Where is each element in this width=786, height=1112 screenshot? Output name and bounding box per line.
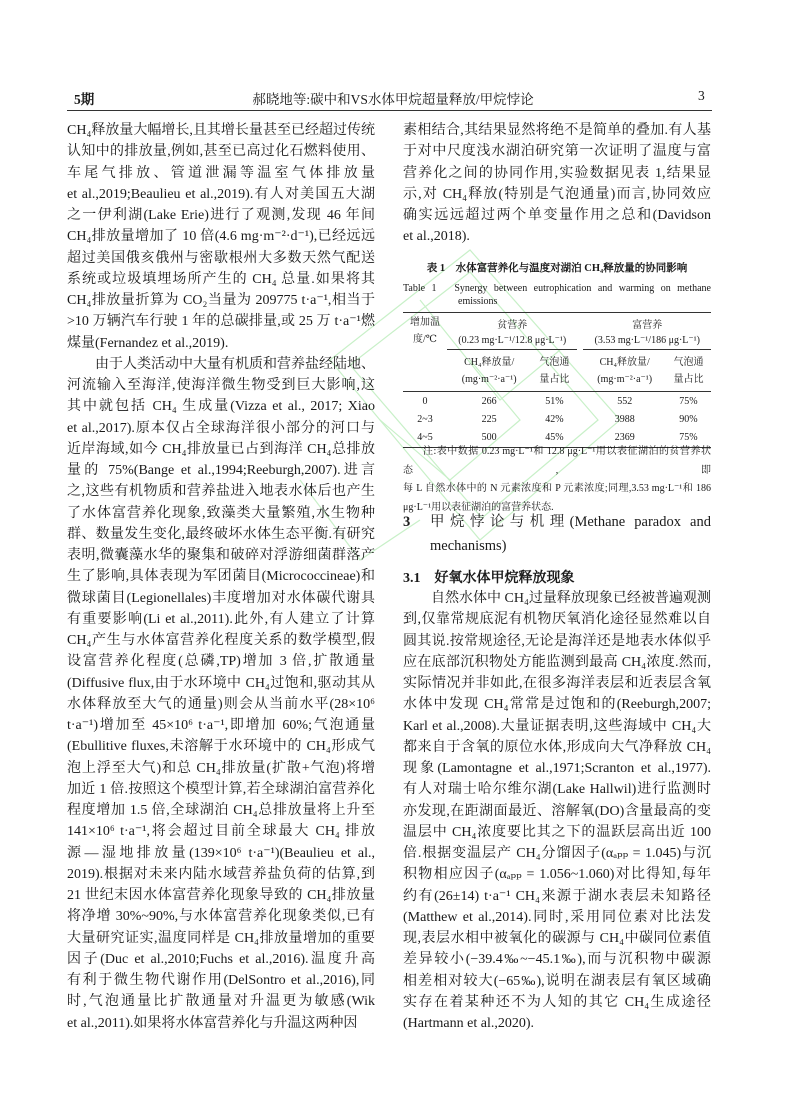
text-line: (Diffusive flux,由于水环境中 CH₄过饱和,驱动其从 <box>67 675 375 691</box>
table-caption-en-cont: emissions <box>458 296 498 307</box>
text-line: (Hartmann et al.,2020). <box>403 1016 535 1031</box>
cell-e2: 3988 <box>614 413 635 425</box>
table-row <box>403 392 711 411</box>
text-line: 因子(Duc et al.,2010;Fuchs et al.,2016).温度升高 <box>67 951 375 967</box>
text-line: 其中就包括 CH₄ 生成量(Vizza et al., 2017; Xiao <box>67 399 375 415</box>
synergy-table <box>403 312 711 448</box>
issue-number: 5期 <box>74 92 95 107</box>
text-line: CH₄释放量大幅增长,且其增长量甚至已经超过传统 <box>67 123 375 138</box>
text-line: 141×10⁶ t·a⁻¹,将会超过目前全球最大 CH₄ 排放 <box>67 824 375 840</box>
text-line: 车尾气排放、管道泄漏等温室气体排放量 <box>67 165 375 181</box>
table-note <box>403 443 711 517</box>
text-line: 量的 75%(Bange et al.,1994;Reeburgh,2007).进言 <box>67 463 375 478</box>
header-temp-label: 增加温度/℃ <box>410 317 440 346</box>
subheader-emission-2 <box>583 350 665 392</box>
text-line: 超过美国俄亥俄州与密歇根州大多数天然气配送 <box>67 250 375 266</box>
text-line: 之一伊利湖(Lake Erie)进行了观测,发现 46 年间 <box>67 208 375 223</box>
cell-e1: 500 <box>481 432 497 443</box>
section-title: 甲烷悖论与机理(Methane paradox and <box>430 514 711 530</box>
text-line: 加近 1 倍.按照这个模型计算,若全球湖泊富营养化 <box>67 781 375 797</box>
text-line: 有重要影响(Li et al.,2011).此外,有人建立了计算 <box>67 611 375 627</box>
text-line: >10 万辆汽车行驶 1 年的总碳排量,或 25 万 t·a⁻¹燃 <box>67 314 375 330</box>
text-line: 2019).根据对未来内陆水域营养盐负荷的估算,到 <box>67 866 375 882</box>
subheader-bubble-label: 气泡通 <box>539 356 570 368</box>
text-line: CH₄排放量增加了 10 倍(4.6 mg·m⁻²·d⁻¹),已经远远 <box>67 229 375 245</box>
text-line: 水体中发现 CH₄常常是过饱和的(Reeburgh,2007; <box>403 697 711 713</box>
table-note-line: 注:表中数据 0.23 mg·L⁻¹和 12.8 μg·L⁻¹用以表征湖泊的贫营养状态,即 <box>403 446 711 476</box>
text-line: 有人对瑞士哈尔维尔湖(Lake Hallwil)进行监测时 <box>403 782 711 798</box>
text-line: 将净增 30%~90%,与水体富营养化现象类似,已有 <box>67 909 375 925</box>
subheader-emission-label: CH₄释放量/ <box>464 356 515 368</box>
text-line: 系统或垃圾填埋场所产生的 CH₄ 总量.如果将其 <box>67 271 375 287</box>
text-line: 相差相对较大(−65‰),说明在湖表层有氧区域确 <box>403 973 711 989</box>
text-line: 温层中 CH₄浓度要比其之下的温跃层高出近 100 <box>403 824 711 840</box>
cell-e2: 552 <box>617 395 633 407</box>
subheader-emission-1 <box>447 350 531 392</box>
text-line: 大量研究证实,温度同样是 CH₄排放量增加的重要 <box>67 930 375 946</box>
text-line: 河流输入至海洋,使海洋微生物受到巨大影响,这 <box>67 378 375 393</box>
cell-b1: 45% <box>545 432 564 443</box>
text-line: 自然水体中 CH₄过量释放现象已经被普遍观测 <box>431 591 711 606</box>
table-caption-en: Table 1 Synergy between eutrophication and warming on methane <box>403 283 711 294</box>
text-line: 水体释放至大气的通量)则会从当前水平(28×10⁶ <box>67 696 375 712</box>
text-line: 现,表层水相中被氧化的碳源与 CH₄中碳同位素值 <box>403 931 711 946</box>
section-3-heading <box>403 510 711 558</box>
text-line: 于对中尺度浅水湖泊研究第一次证明了温度与富 <box>403 144 711 160</box>
right-column-body <box>403 588 711 1034</box>
cell-b1: 51% <box>545 395 564 407</box>
header-temp <box>403 313 447 350</box>
cell-temp: 0 <box>422 395 428 407</box>
text-line: CH₄排放量折算为 CO₂当量为 209775 t·a⁻¹,相当于 <box>67 293 375 308</box>
text-line: 积物相应因子(αₐₚₚ = 1.056~1.060)对比得知,每年 <box>403 867 711 883</box>
page-number: 3 <box>698 88 705 103</box>
subheader-bubble-label: 气泡通 <box>673 356 704 368</box>
text-line: 示,对 CH₄释放(特别是气泡通量)而言,协同效应 <box>403 186 711 202</box>
text-line: 源—湿地排放量(139×10⁶ t·a⁻¹)(Beaulieu et al., <box>67 845 375 861</box>
text-line: 了水体富营养化现象,致藻类大量繁殖,水生物种 <box>67 505 375 521</box>
text-line: (Matthew et al.,2014).同时,采用同位素对比法发 <box>403 909 711 925</box>
text-line: 有利于微生物代谢作用(DelSontro et al.,2016),同 <box>67 973 375 988</box>
text-line: 煤量(Fernandez et al.,2019). <box>67 335 229 351</box>
text-line: t·a⁻¹)增加至 45×10⁶ t·a⁻¹,即增加 60%;气泡通量 <box>67 718 375 733</box>
text-line: 群、数量发生变化,最终破坏水体生态平衡.有研究 <box>67 526 375 542</box>
text-line: 泡上浮至大气)和总 CH₄排放量(扩散+气泡)将增 <box>67 760 375 776</box>
text-line: Karl et al.,2008).大量证据表明,这些海域中 CH₄大 <box>403 718 711 734</box>
subheader-emission-unit: (mg·m⁻²·a⁻¹) <box>597 373 653 385</box>
text-line: 亦发现,在距湖面最近、溶解氧(DO)含量最高的变 <box>403 803 711 819</box>
text-line: 时,气泡通量比扩散通量对升温更为敏感(Wik <box>67 994 375 1010</box>
text-line: 都来自于含氧的原位水体,形成向大气净释放 CH₄ <box>403 739 711 755</box>
text-line: 设富营养化程度(总磷,TP)增加 3 倍,扩散通量 <box>67 654 375 670</box>
text-line: 生了影响,具体表现为军团菌目(Micrococcineae)和 <box>67 569 375 585</box>
text-line: 应在底部沉积物处方能监测到最高 CH₄浓度.然而, <box>403 654 711 670</box>
section-title-cont: mechanisms) <box>430 538 507 554</box>
table-caption-cn: 表 1 水体富营养化与温度对湖泊 CH₄释放量的协同影响 <box>426 263 688 274</box>
text-line: 倍.根据变温层产 CH₄分馏因子(αₐₚₚ = 1.045)与沉 <box>403 846 711 861</box>
header-oligotrophic-conc: (0.23 mg·L⁻¹/12.8 μg·L⁻¹) <box>447 332 577 350</box>
text-line: 圆其说.按常规途径,无论是海洋还是地表水体似乎 <box>403 633 711 649</box>
text-line: CH₄产生与水体富营养化程度关系的数学模型,假 <box>67 633 375 648</box>
left-column <box>67 120 375 1034</box>
text-line: 实际情况并非如此,在很多海洋表层和近表层含氧 <box>403 676 711 691</box>
text-line: 现象(Lamontagne et al.,1971;Scranton et al.,1977). <box>403 761 711 776</box>
text-line: et al.,2017).原本仅占全球海洋很小部分的河口与 <box>67 420 375 436</box>
cell-b2: 90% <box>679 413 698 425</box>
text-line: 约有(26±14) t·a⁻¹ CH₄来源于湖水表层未知路径 <box>403 888 711 904</box>
text-line: et al.,2018). <box>403 229 470 245</box>
section-number: 3 <box>403 514 411 530</box>
subheader-bubble-2 <box>666 350 711 392</box>
cell-temp: 4~5 <box>417 432 433 443</box>
subheader-bubble-label2: 量占比 <box>539 373 570 385</box>
text-line: 认知中的排放量,例如,甚至已高过化石燃料使用、 <box>67 144 375 160</box>
header-oligotrophic: 贫营养 <box>497 320 528 332</box>
text-line: 表明,微囊藻水华的聚集和破碎对浮游细菌群落产 <box>67 548 375 563</box>
spacer <box>403 350 447 392</box>
text-line: 素相结合,其结果显然将绝不是简单的叠加.有人基 <box>403 123 711 138</box>
text-line: 程度增加 1.5 倍,全球湖泊 CH₄总排放量将上升至 <box>67 803 375 818</box>
text-line: 营养化之间的协同作用,实验数据见表 1,结果显 <box>403 165 711 181</box>
cell-e1: 266 <box>481 395 497 407</box>
text-line: 之,这些有机物质和营养盐进入地表水体后也产生 <box>67 484 375 500</box>
subheader-bubble-label2: 量占比 <box>673 373 704 385</box>
section-3-1-heading <box>403 567 575 587</box>
header-rule <box>67 110 712 111</box>
header-eutrophic: 富营养 <box>632 320 663 332</box>
header-eutrophic-conc: (3.53 mg·L⁻¹/186 μg·L⁻¹) <box>583 332 711 350</box>
text-line: 21 世纪末因水体富营养化现象导致的 CH₄排放量 <box>67 888 375 903</box>
cell-b2: 75% <box>679 395 698 407</box>
table-row <box>403 410 711 429</box>
cell-b1: 42% <box>545 413 564 425</box>
subsection-number: 3.1 <box>403 571 421 586</box>
text-line: (Ebullitive fluxes,未溶解于水环境中的 CH₄形成气 <box>67 739 375 755</box>
text-line: 由于人类活动中大量有机质和营养盐经陆地、 <box>95 356 375 372</box>
running-title: 郝晓地等:碳中和VS水体甲烷超量释放/甲烷悖论 <box>252 92 534 107</box>
text-line: 近岸海域,如今 CH₄排放量已占到海洋 CH₄总排放 <box>67 441 375 457</box>
subheader-emission-unit: (mg·m⁻²·a⁻¹) <box>461 373 517 385</box>
text-line: 差异较小(−39.4‰~−45.1‰),而与沉积物中碳源 <box>403 952 711 968</box>
cell-e1: 225 <box>481 413 497 425</box>
subsection-title: 好氧水体甲烷释放现象 <box>434 571 575 586</box>
text-line: 到,仅靠常规底泥有机物厌氧消化途径显然难以自 <box>403 612 711 628</box>
text-line: 实存在着某种还不为人知的其它 CH₄生成途径 <box>403 994 711 1010</box>
table-note-line: 每 L 自然水体中的 N 元素浓度和 P 元素浓度;同理,3.53 mg·L⁻¹和 186 <box>403 483 711 494</box>
text-line: 确实远远超过两个单变量作用之总和(Davidson <box>403 208 711 223</box>
table-note-line: μg·L⁻¹用以表征湖泊的富营养状态. <box>403 501 554 513</box>
cell-e2: 2369 <box>614 432 635 443</box>
subheader-emission-label: CH₄释放量/ <box>599 356 650 368</box>
subheader-bubble-1 <box>531 350 577 392</box>
cell-temp: 2~3 <box>417 413 433 425</box>
text-line: et al.,2019;Beaulieu et al.,2019).有人对美国五大湖 <box>67 186 375 202</box>
text-line: 微球菌目(Legionellales)丰度增加对水体碳代谢具 <box>67 590 375 606</box>
right-column-intro <box>403 120 711 248</box>
text-line: et al.,2011).如果将水体富营养化与升温这两种因 <box>67 1015 358 1031</box>
cell-b2: 75% <box>679 432 698 443</box>
